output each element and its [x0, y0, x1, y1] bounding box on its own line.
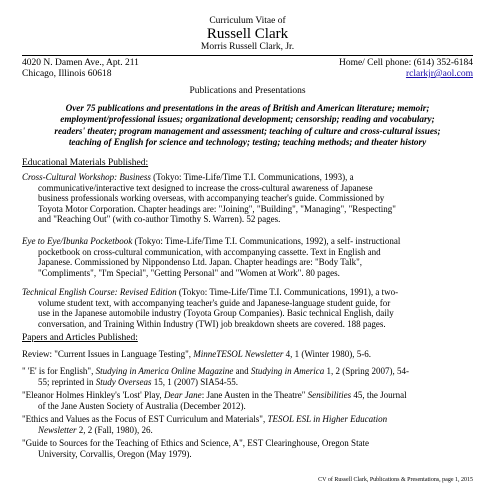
- publication-line: communicative/interactive text designed to increase the cross-cultural awareness of Japanese: [38, 182, 373, 193]
- section-title: Publications and Presentations: [189, 86, 306, 96]
- journal-title: TESOL ESL in Higher Education: [267, 414, 388, 424]
- journal-title: MinneTESOL Newsletter: [193, 349, 284, 359]
- paper-item: [22, 438, 369, 459]
- publication-line: pocketbook on cross-cultural communication, with accompanying cassette. Text in English and: [38, 246, 381, 257]
- paper-text: " 'E' is for English",: [22, 366, 96, 376]
- journal-title: Study Overseas: [95, 376, 152, 387]
- publication-title: Eye to Eye/Ibunka Pocketbook: [22, 236, 133, 246]
- paper-item: [22, 366, 409, 387]
- email-link[interactable]: rclarkjr@aol.com: [405, 69, 473, 79]
- publication-line: Toyota Motor Corporation. Chapter headings are: "Joining", "Building", "Managing", "Respecting": [38, 203, 396, 214]
- publications-summary: [24, 103, 471, 149]
- publication-line: "Compliments", "I'm Special", "Getting Personal" and "Women at Work". 80 pages.: [38, 267, 340, 278]
- cv-name: Russell Clark: [206, 26, 289, 42]
- paper-text: : Jane Austen in the Theatre": [201, 390, 308, 400]
- header-divider: [22, 55, 473, 56]
- summary-line: employment/professional issues; organizational development; censorship; reading and vocabulary;: [60, 114, 435, 125]
- address-line1: 4020 N. Damen Ave., Apt. 211: [22, 58, 139, 68]
- educational-materials-heading: Educational Materials Published:: [22, 158, 149, 168]
- journal-title: Sensibilities: [307, 390, 352, 400]
- publication-details: (Tokyo: Time-Life/Time T.I. Communications, 1992), a self- instructional: [132, 236, 401, 246]
- paper-text: 2, 2 (Fall, 1980), 26.: [76, 424, 153, 435]
- paper-text: Review: "Current Issues in Language Testing",: [22, 349, 194, 359]
- paper-item: [22, 414, 387, 435]
- paper-text: "Guide to Sources for the Teaching of Ethics and Science, A", EST Clearinghouse, Oregon State: [22, 438, 370, 448]
- journal-title: Studying in America: [250, 366, 325, 376]
- address-line2: Chicago, Illinois 60618: [22, 69, 112, 79]
- summary-line: Over 75 publications and presentations in the areas of British and American literature; memoir;: [65, 103, 430, 113]
- summary-line: readers' theater; program management and assessment; teaching of culture and cross-cultural issues;: [54, 125, 441, 136]
- paper-text: 4, 1 (Winter 1980), 5-6.: [283, 349, 371, 359]
- cv-label: Curriculum Vitae of: [209, 16, 286, 26]
- paper-text: "Eleanor Holmes Hinkley's 'Lost' Play,: [22, 390, 164, 400]
- publication-line: Japanese. Commissioned by Nippondenso Ltd. Japan. Chapter headings are: "Body Talk",: [38, 257, 362, 268]
- phone-number: Home/ Cell phone: (614) 352-6184: [338, 58, 473, 68]
- paper-text: University, Corvallis, Oregon (May 1979).: [38, 448, 192, 459]
- publication-title: Cross-Cultural Workshop: Business: [22, 172, 151, 182]
- publication-line: business professionals working overseas, with accompanying teacher's guide. Commissioned by: [38, 193, 385, 204]
- publication-line: and "Reaching Out" (with co-author Timothy S. Warren). 52 pages.: [38, 214, 281, 225]
- paper-item: [22, 390, 407, 411]
- journal-title: Dear Jane: [163, 390, 202, 400]
- journal-title: Studying in America Online Magazine: [95, 366, 234, 376]
- paper-text: 55; reprinted in: [38, 376, 96, 387]
- paper-text: of the Jane Austen Society of Australia (December 2012).: [38, 400, 246, 411]
- publication-line: volume student text, with accompanying teacher's guide and Japanese-language student guide, for: [38, 297, 391, 308]
- paper-text: "Ethics and Values as the Focus of EST Curriculum and Materials",: [22, 414, 268, 424]
- publication-details: (Tokyo: Time-Life/Time T.I. Communications, 1991), a two-: [176, 287, 399, 297]
- educational-item: [22, 236, 400, 278]
- paper-text: and: [233, 366, 251, 376]
- paper-text: 1, 2 (Spring 2007), 54-: [324, 366, 409, 376]
- cv-full-name: Morris Russell Clark, Jr.: [200, 42, 295, 52]
- publication-details: (Tokyo: Time-Life/Time T.I. Communications, 1993), a: [150, 172, 354, 182]
- educational-item: [22, 287, 398, 329]
- paper-text: 45, the Journal: [351, 390, 407, 400]
- publication-title: Technical English Course: Revised Edition: [22, 287, 177, 297]
- journal-title: Newsletter: [38, 424, 77, 435]
- page-footer: CV of Russell Clark, Publications & Presentations, page 1, 2015: [318, 477, 473, 483]
- publication-line: use in the Japanese automobile industry (Toyota Group Companies). Basic technical English, daily: [38, 308, 394, 319]
- summary-line: teaching of English for science and technology; testing; teaching methods; and theater history: [68, 137, 427, 148]
- paper-text: 15, 1 (2007) SIA54-55.: [151, 376, 238, 387]
- papers-articles-heading: Papers and Articles Published:: [22, 333, 138, 343]
- educational-item: [22, 172, 396, 225]
- publication-line: conversation, and Training Within Industry (TWI) job breakdown sheets are covered. 188 pages.: [38, 318, 386, 329]
- paper-item: [22, 349, 371, 360]
